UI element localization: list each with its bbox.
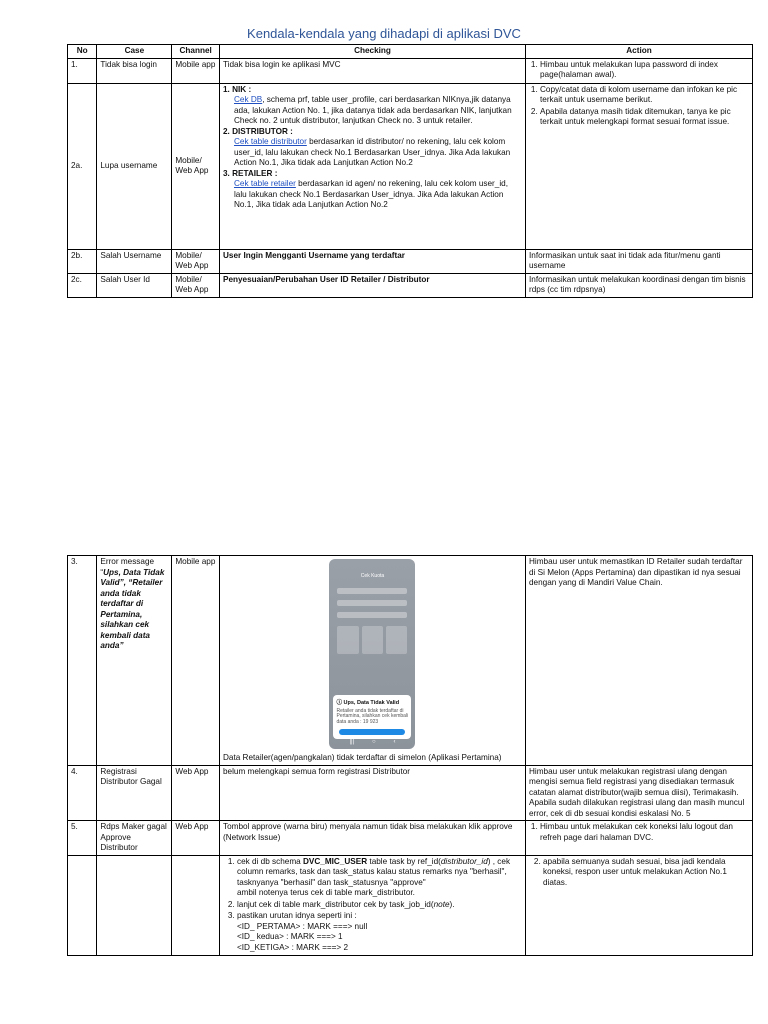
row-channel: Mobile app [172, 58, 220, 83]
row-no: 2a. [68, 83, 97, 249]
back-icon: ‹ [393, 738, 396, 745]
table-row [68, 83, 753, 249]
table-row [68, 58, 753, 83]
recent-apps-icon: ||| [349, 738, 355, 745]
check-step: 3. pastikan urutan idnya seperti ini : <ID_ PERTAMA> : MARK ===> null <ID_ kedua> : MARK ===> 1 <ID_KETIGA> : MARK ===> 2 [237, 911, 522, 953]
id-line: <ID_ kedua> : MARK ===> 1 [236, 932, 343, 941]
row-channel: Mobile/ Web App [172, 249, 220, 273]
row-checking: Tidak bisa login ke aplikasi MVC [219, 58, 525, 83]
row-case: Salah Username [97, 249, 172, 273]
modal-text: Retailer anda tidak terdaftar di Pertamina, silahkan cek kembali data anda : 19 923 [336, 707, 409, 725]
row-no: 4. [68, 765, 97, 821]
row-checking [219, 249, 525, 273]
case-error-message: Ups, Data Tidak Valid”, “Retailer anda tidak terdaftar di Pertamina, silahkan cek kembali data anda” [100, 567, 165, 650]
row-action [526, 83, 753, 249]
row-checking: belum melengkapi semua form registrasi Distributor [219, 765, 525, 821]
row-no: 1. [68, 58, 97, 83]
row-no [68, 855, 97, 956]
phone-screen [333, 569, 411, 689]
action-item: 1. Himbau untuk melakukan lupa password di index page(halaman awal). [540, 60, 749, 81]
row-case: Registrasi Distributor Gagal [97, 765, 172, 821]
row-action: Informasikan untuk saat ini tidak ada fitur/menu ganti username [526, 249, 753, 273]
warning-icon: ⓘ [336, 700, 342, 706]
row-action [526, 821, 753, 856]
row-case [97, 556, 172, 766]
table-row [68, 556, 753, 766]
form-field [337, 588, 407, 594]
id-line: <ID_ PERTAMA> : MARK ===> null [236, 921, 368, 931]
header-no: No [68, 45, 97, 59]
cek-db-link[interactable]: Cek DB [233, 95, 263, 104]
action-item: 1. Himbau untuk melakukan cek koneksi lalu logout dan refreh page dari halaman DVC. [540, 822, 749, 843]
distributor-text: berdasarkan id distributor/ no rekening, lalu cek kolom user_id, lalu lakukan check No.1 Berdasarkan User_idnya. Jika Ada lakukan Action No.1, Jika tidak ada Lanjutkan Action No.2 [233, 137, 511, 167]
check-distributor: 2. DISTRIBUTOR : Cek table distributor berdasarkan id distributor/ no rekening, lalu cek kolom user_id, lalu lakukan check No.1 Berdasarkan User_idnya. Jika Ada lakukan Action No.1, Jika tidak ada Lanjutkan Action No.2 [222, 126, 511, 167]
issues-table-top [67, 44, 753, 298]
header-case: Case [97, 45, 172, 59]
row-checking [219, 83, 525, 249]
error-modal [333, 695, 411, 739]
check-step: 1. cek di db schema DVC_MIC_USER table task by ref_id(distributor_id) , cek column remarks, task dan task_status kalau status remarks nya "berhasil", tasknyanya "berhasil" dan task_statusnya "approve" ambil notenya terus cek di table mark_distributor. [237, 857, 522, 899]
row-case: Rdps Maker gagal Approve Distributor [97, 821, 172, 856]
row-checking [219, 855, 525, 956]
row-checking: Tombol approve (warna biru) menyala namun tidak bisa melakukan klik approve (Network Issue) [219, 821, 525, 856]
action-item: 2. Apabila datanya masih tidak ditemukan, tanya ke pic terkait untuk melengkapi format sesuai format issue. [540, 107, 749, 128]
table-header-row [68, 45, 753, 59]
row-no: 2b. [68, 249, 97, 273]
cek-retailer-link[interactable]: Cek table retailer [233, 179, 296, 188]
check-retailer: 3. RETAILER : Cek table retailer berdasarkan id agen/ no rekening, lalu cek kolom user_id, lalu lakukan check No.1 Berdasarkan User_idnya. Jika Ada lakukan Action No.1, Jika tidak ada Lanjutkan Action No.2 [222, 168, 508, 209]
row-action: Informasikan untuk melakukan koordinasi dengan tim bisnis rdps (cc tim rdpsnya) [526, 273, 753, 297]
checking-text: User Ingin Mengganti Username yang terdaftar [222, 250, 405, 260]
form-field [337, 600, 407, 606]
table-row [68, 273, 753, 297]
row-channel: Web App [172, 821, 220, 856]
row-action: Himbau user untuk melakukan registrasi ulang dengan mengisi semua field registrasi yang disediakan termasuk catatan alamat distributor(wajib semua diisi), Terimakasih. Apabila sudah dilakukan registrasi ulang dan masih muncul error, cek di db sesuai kondisi eskalasi No. 5 [526, 765, 753, 821]
phone-nav-bar [349, 737, 395, 748]
table-row [68, 855, 753, 956]
check-nik: 1. NIK : Cek DB, schema prf, table user_profile, cari berdasarkan NIKnya,jik datanya ada, lakukan Action No. 1, jika datanya tidak ada berdasarkan NIK, lanjutkan Check no. 2 untuk distributor, lanjutkan Check no. 3 untuk retailer. [222, 84, 512, 125]
modal-ok-button[interactable] [339, 729, 405, 735]
row-no: 3. [68, 556, 97, 766]
action-item: 1. Copy/catat data di kolom username dan infokan ke pic terkait untuk username berikut. [540, 85, 749, 106]
issues-table-bottom [67, 555, 753, 956]
table-row [68, 765, 753, 821]
row-case: Salah User Id [97, 273, 172, 297]
table-row [68, 821, 753, 856]
row-no: 5. [68, 821, 97, 856]
row-no: 2c. [68, 273, 97, 297]
row-channel: Mobile/ Web App [172, 273, 220, 297]
nik-text: , schema prf, table user_profile, cari berdasarkan NIKnya,jik datanya ada, lakukan Action No. 1, jika datanya tidak ada berdasarkan NIK, lanjutkan Check no. 2 untuk distributor, lanjutkan Check no. 3 untuk retailer. [233, 95, 512, 125]
row-channel [172, 855, 220, 956]
row-case: Tidak bisa login [97, 58, 172, 83]
distributor-title: DISTRIBUTOR : [232, 126, 293, 136]
header-checking: Checking [219, 45, 525, 59]
action-item: 2. apabila semuanya sudah sesuai, bisa jadi kendala koneksi, respon user untuk melakukan Action No.1 diatas. [543, 857, 749, 889]
checking-text: Penyesuaian/Perubahan User ID Retailer / Distributor [222, 274, 430, 284]
row-action [526, 855, 753, 956]
home-icon: ○ [372, 738, 376, 745]
table-row [68, 249, 753, 273]
row-channel: Mobile app [172, 556, 220, 766]
check-step: 2. lanjut cek di table mark_distributor cek by task_job_id(note). [237, 900, 522, 911]
id-line: <ID_KETIGA> : MARK ===> 2 [236, 942, 349, 952]
row-channel: Web App [172, 765, 220, 821]
screen-title: Cek Kuota [360, 573, 385, 579]
modal-title: Ups, Data Tidak Valid [343, 700, 400, 706]
quota-cards [337, 626, 407, 654]
row-channel: Mobile/ Web App [172, 83, 220, 249]
form-field [337, 612, 407, 618]
cek-distributor-link[interactable]: Cek table distributor [233, 137, 307, 146]
retailer-title: RETAILER : [232, 168, 278, 178]
retailer-text: berdasarkan id agen/ no rekening, lalu cek kolom user_id, lalu lakukan check No.1 Berdasarkan User_idnya. Jika Ada lakukan Action No.1, Jika tidak ada Lanjutkan Action No.2 [233, 179, 508, 209]
row-checking [219, 556, 525, 766]
row-case: Lupa username [97, 83, 172, 249]
row-checking [219, 273, 525, 297]
row-action [526, 58, 753, 83]
checking-text: Data Retailer(agen/pangkalan) tidak terdaftar di simelon (Aplikasi Pertamina) [222, 753, 502, 762]
error-screenshot [329, 559, 415, 749]
page-title: Kendala-kendala yang dihadapi di aplikasi DVC [247, 26, 521, 41]
case-prefix: Error message “ [100, 557, 155, 577]
row-case [97, 855, 172, 956]
header-action: Action [526, 45, 753, 59]
row-action: Himbau user untuk memastikan ID Retailer sudah terdaftar di Si Melon (Apps Pertamina) dan dipastikan id nya sesuai dengan yang di Mandiri Value Chain. [526, 556, 753, 766]
nik-title: NIK : [232, 84, 252, 94]
header-channel: Channel [172, 45, 220, 59]
